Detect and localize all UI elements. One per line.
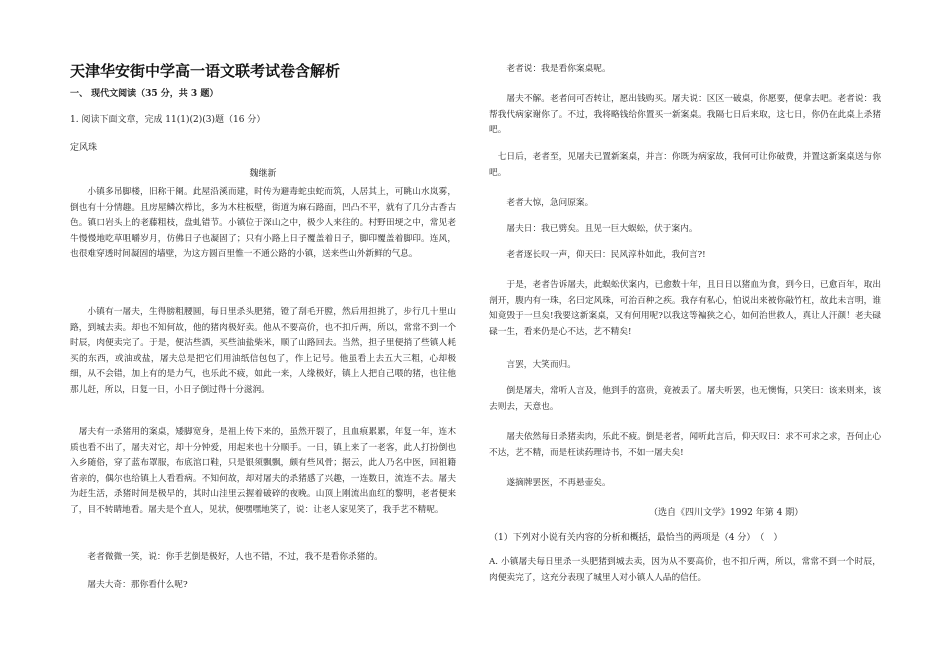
- paragraph-6: 老者说：我是看你案桌呢。: [506, 64, 611, 74]
- paragraph-12: 于是，老者告诉屠夫，此蜈蚣伏案内，已愈数十年，且日日以猪血为食，到今日，已愈百年，取出剖开，腹内有一珠，名曰定风珠，可治百种之疾。我存有私心，怕说出来被你敲竹杠，故此未言明，谁知竟毁于一旦矣!我要这新案桌，又有何用呢?以我这等褊狭之心，如何治世救人，真让人汗颜！老夫碌碌一生，看来仍是心不达，艺不精矣!: [489, 280, 881, 337]
- author-name: 魏继新: [249, 169, 277, 179]
- paragraph-4: 老者微微一笑，说：你手艺倒是极好，人也不错，不过，我不是看你杀猪的。: [87, 552, 383, 562]
- paragraph-16: 遂摘牌罢医，不再悬壶矣。: [506, 478, 611, 488]
- paragraph-7: 屠夫不解。老者问可否转让，愿出钱购买。屠夫说：区区一破桌，你愿要，便拿去吧。老者说：我帮我代病家谢你了。不过，我将略钱给你置买一新案桌。我隔七日后来取，这七日，你仍在此桌上杀猪吧。: [489, 94, 881, 136]
- source-citation: （选自《四川文学》1992 年第 4 期）: [649, 508, 804, 518]
- paragraph-14: 倒是屠夫，常听人言及，他到手的富贵，竟被丢了。屠夫听罢，也无懊悔，只笑曰：该来则来，该去则去，天意也。: [489, 386, 881, 412]
- paragraph-3: 屠夫有一杀猪用的案桌，矮脚宽身，是祖上传下来的，虽然开裂了，且血痕累累，年复一年，连木质也看不出了，屠夫对它，却十分钟爱，用起来也十分顺手。一日，镇上来了一老客，此人打扮倒也入乡随俗，穿了蓝布罩服，布底涫口鞋，只是银须飘飘，颇有些风骨；据云，此人乃名中医，回祖籍省亲的，偶尔也给镇上人看看病。不知何故，却对屠夫的杀猪感了兴趣，一连数日，流连不去。屠夫为赶生活，杀猪时间是极早的，其时山洼里云握着破碎的夜晚。山顶上刚流出血红的黎明，老者便来了，目不转睛地看。屠夫是个直人，见状，便嘿嘿地笑了，说：让老人家见笑了，我手艺不精呢。: [70, 427, 456, 515]
- option-a: A. 小镇屠夫每日里杀一头肥猪到城去卖，因为从不要高价，也不扣斤两，所以，常常不到一个时辰，肉便卖完了，这充分表现了城里人对小镇人人品的信任。: [489, 557, 881, 583]
- document-title: 天津华安街中学高一语文联考试卷含解析: [70, 62, 341, 80]
- question-1: （1）下列对小说有关内容的分析和概括，最恰当的两项是（4 分） （ ）: [489, 533, 783, 543]
- paragraph-11: 老者逐长叹一声，仰天曰：民风淳朴如此，我何言?!: [506, 250, 706, 260]
- question-intro: 1. 阅读下面文章，完成 11(1)(2)(3)题（16 分）: [70, 115, 266, 125]
- paragraph-10: 屠夫日：我已劈矣。且见一巨大蜈蚣，伏于案内。: [506, 224, 698, 234]
- paragraph-13: 言罢，大笑而归。: [506, 360, 576, 370]
- story-title: 定风珠: [70, 143, 98, 153]
- paragraph-15: 屠夫依然每日杀猪卖肉，乐此不疲。倒是老者，闻听此言后，仰天叹曰：求不可求之求，吾何止心不达，艺不精，而是枉读药理诗书，不如一屠夫矣!: [489, 432, 881, 458]
- paragraph-8: 七日后，老者至，见屠夫已置新案桌，并言：你既为病家故，我何可让你破费，并置这新案桌送与你吧。: [489, 152, 881, 178]
- paragraph-9: 老者大惊，急问原案。: [506, 198, 594, 208]
- paragraph-1: 小镇多吊脚楼，旧称干阑。此屋沿溪而建，时传为避毒蛇虫蛇而筑，人居其上，可眺山水岚雾，倒也有十分情趣。且房屋鳞次栉比，多为木柱板壁，街道为麻石路面，凹凸不平，就有了几分古香古色。镇口岩头上的老藤粗枝，盘虬错节。小镇位于深山之中，极少人来往的。村野田埂之中，常见老牛慢慢地吃草咀嚼岁月，仿佛日子也凝固了；只有小路上日子覆盖着日子，脚印覆盖着脚印。连风，也很难穿透时间凝固的墙壁，为这方圆百里惟一不通公路的小镇，送来些山外新鲜的气息。: [70, 187, 456, 260]
- paragraph-5: 屠夫大奇：那你看什么呢?: [87, 580, 188, 590]
- section-heading: 一、 现代文阅读（35 分，共 3 题）: [70, 89, 219, 99]
- paragraph-2: 小镇有一屠夫，生得膀粗腰圆，每日里杀头肥猪，镫了刮毛开膛，然后用担挑了，步行几十里山路，到城去卖。却也不知何故，他的猪肉极好卖。他从不要高价，也不扣斤两，所以，常常不到一个时辰，肉便卖完了。于是，便沽些酒，买些油盐柴米，顺了山路回去。当然，担子里便捎了些镇人耗买的东西，或油或盐，屠夫总是把它们用油纸信包包了，作上记号。他虽看上去五大三粗，心却极细，从不会错，加上有的是力气，也乐此不疲，如此一来，人缘极好，镇上人把自己喂的猪，也往他那儿赶，所以，日复一日，小日子倒过得十分滋润。: [70, 307, 456, 395]
